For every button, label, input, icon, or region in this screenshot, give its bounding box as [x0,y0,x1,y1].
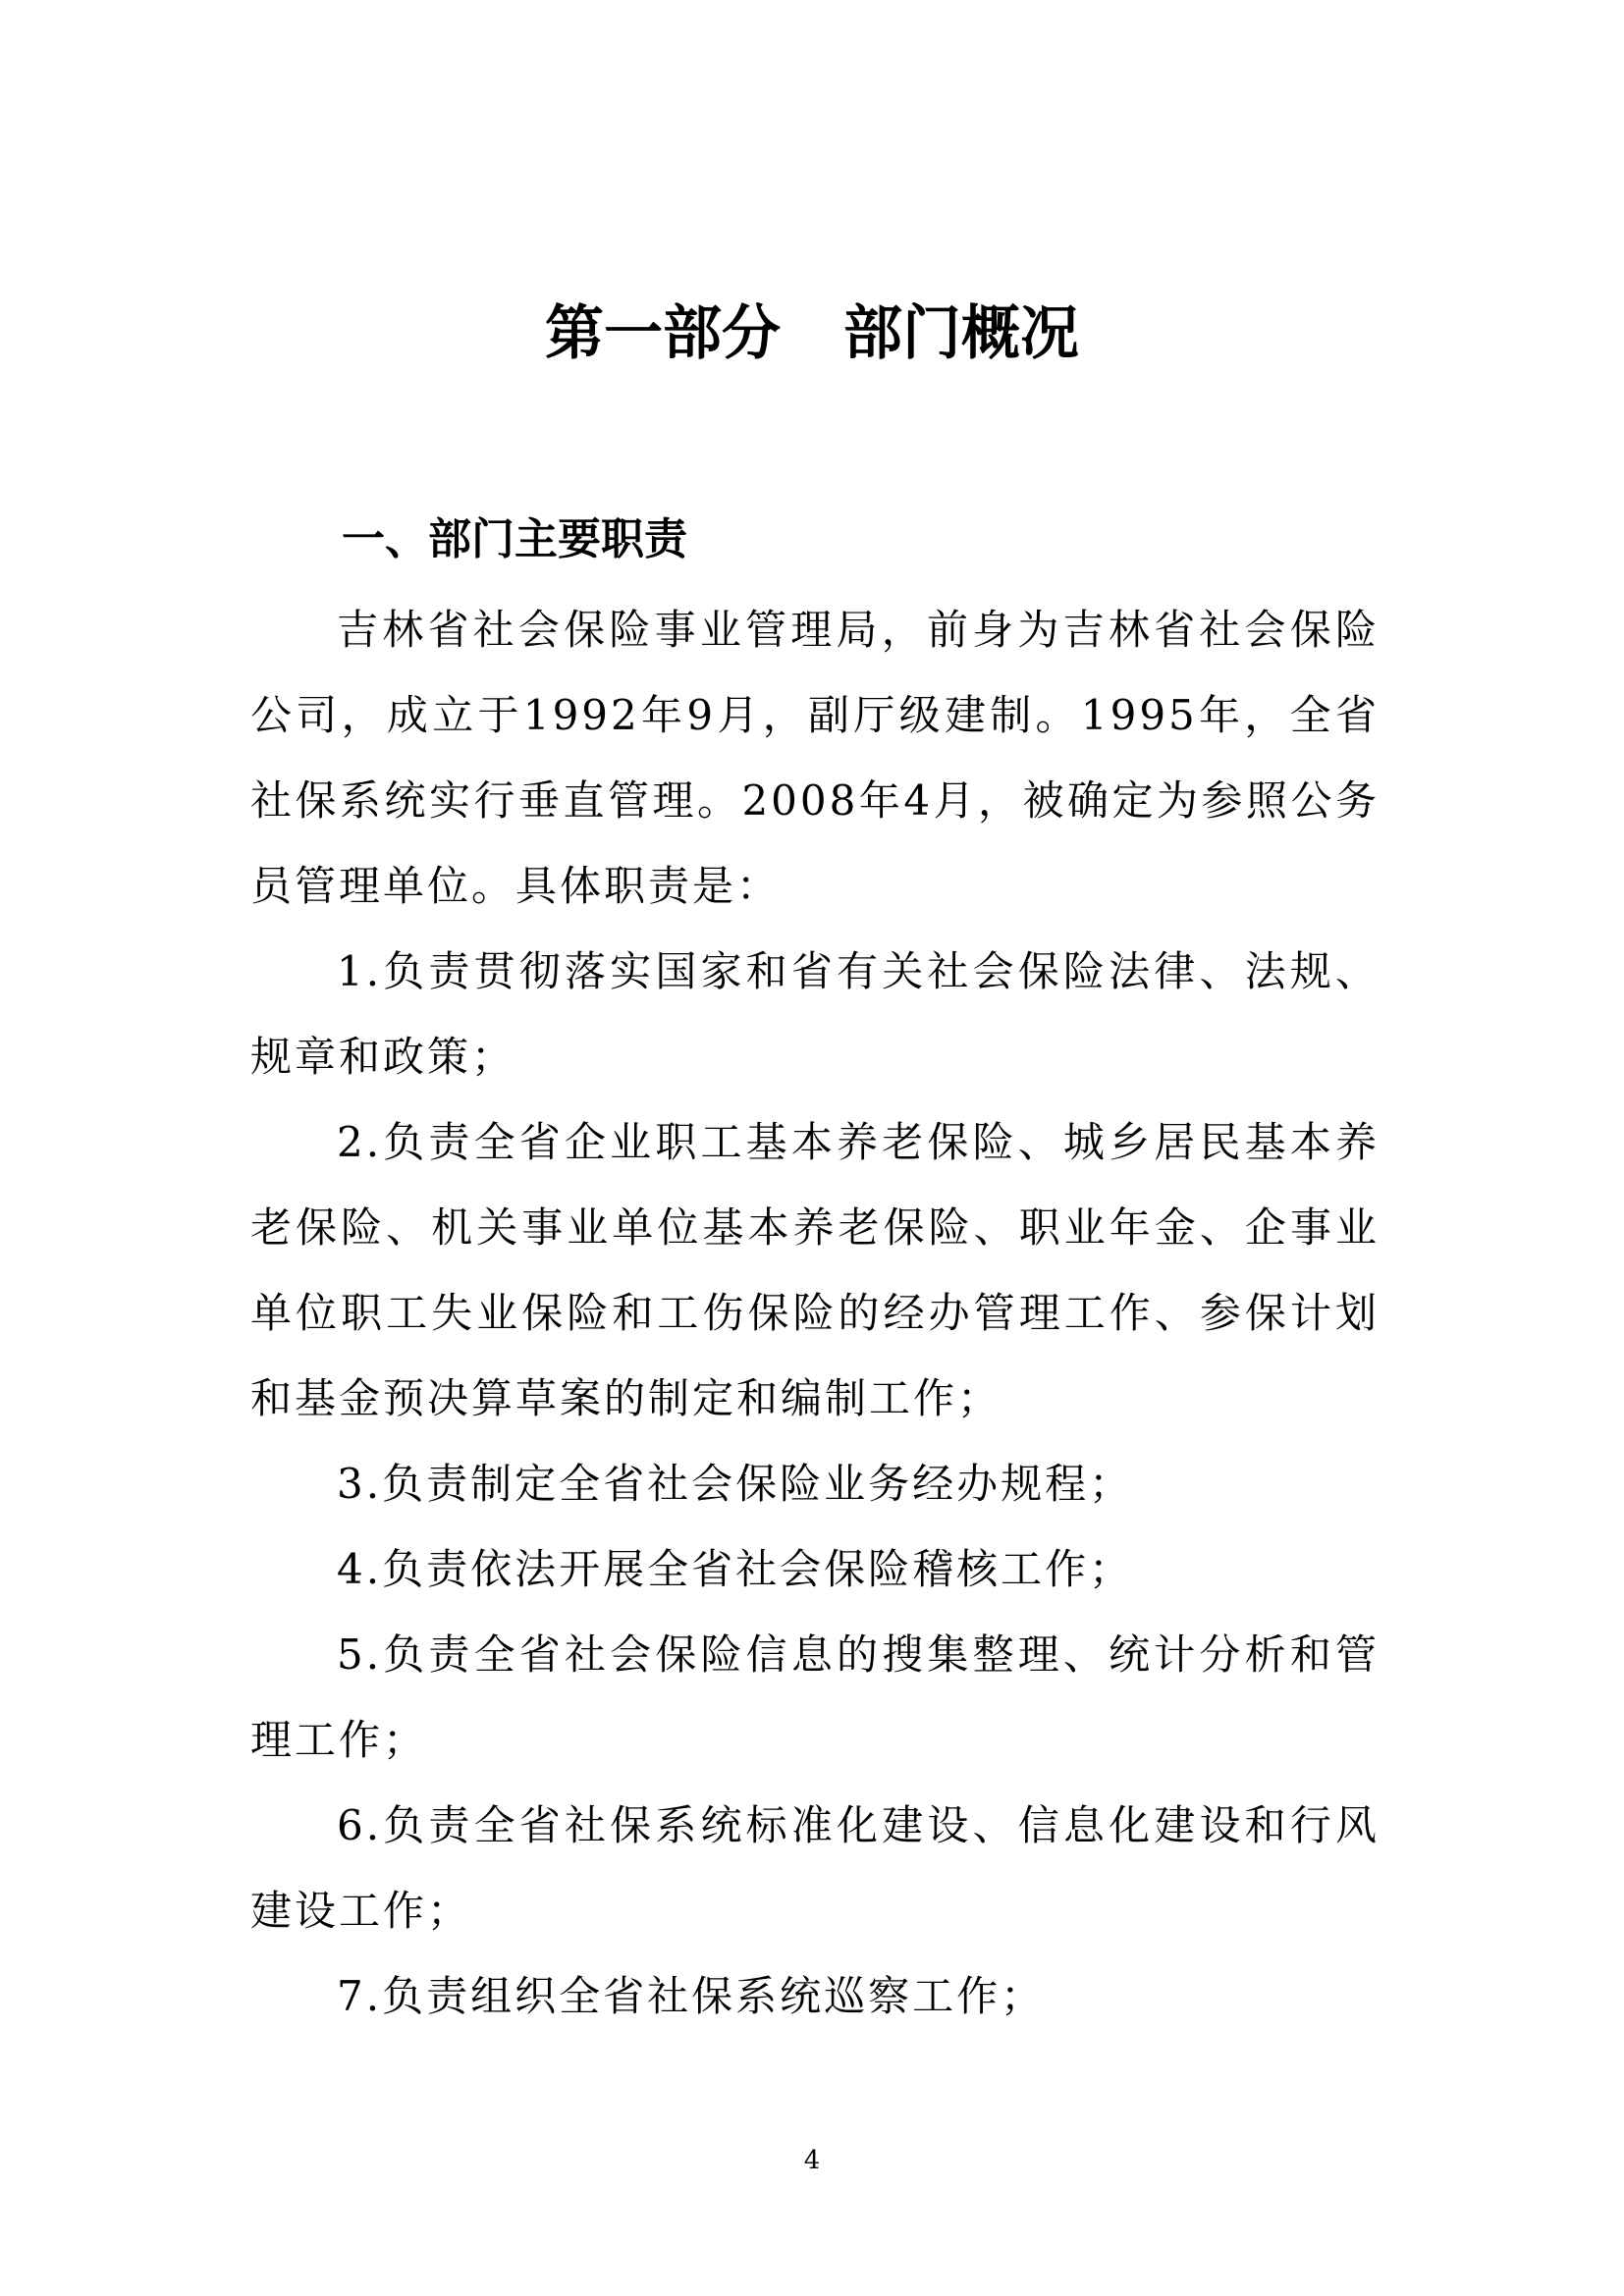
duty-item-5: 5.负责全省社会保险信息的搜集整理、统计分析和管理工作； [250,1630,1380,1764]
duty-item-7: 7.负责组织全省社保系统巡察工作； [337,1972,1046,2020]
duty-item-3: 3.负责制定全省社会保险业务经办规程； [337,1460,1134,1508]
duty-item-2: 2.负责全省企业职工基本养老保险、城乡居民基本养老保险、机关事业单位基本养老保险、职业年金、企事业单位职工失业保险和工伤保险的经办管理工作、参保计划和基金预决算草案的制定和编制工作； [250,1118,1380,1422]
intro-paragraph: 吉林省社会保险事业管理局，前身为吉林省社会保险公司，成立于1992年9月，副厅级建制。1995年，全省社保系统实行垂直管理。2008年4月，被确定为参照公务员管理单位。具体职责是： [250,606,1380,910]
title-name: 部门概况 [843,299,1079,368]
page-number: 4 [803,2146,821,2175]
title-part: 第一部分 [545,299,781,368]
duty-item-1: 1.负责贯彻落实国家和省有关社会保险法律、法规、规章和政策； [250,947,1380,1081]
body-text [250,587,1380,2039]
page-title [0,294,1624,373]
duty-item-4: 4.负责依法开展全省社会保险稽核工作； [337,1545,1134,1593]
section-heading: 一、部门主要职责 [342,514,687,564]
duty-item-6: 6.负责全省社保系统标准化建设、信息化建设和行风建设工作； [250,1801,1380,1935]
